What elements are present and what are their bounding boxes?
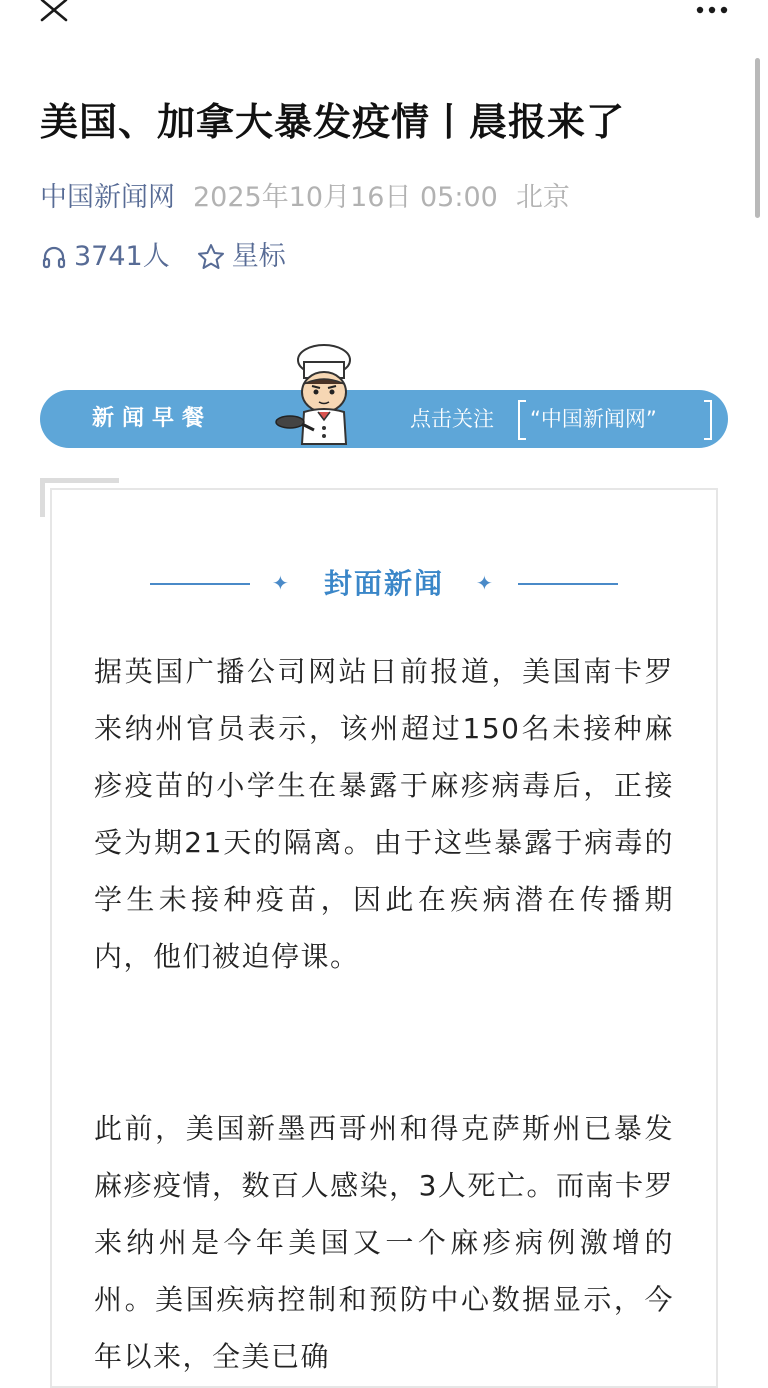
banner-follow-text: 点击关注 [410, 407, 494, 431]
listen-count: 3741人 [74, 241, 170, 272]
article-meta [40, 178, 570, 218]
star-label: 星标 [231, 241, 286, 272]
scrollbar[interactable] [755, 58, 760, 218]
publish-date: 2025年10月16日 05:00 [193, 182, 498, 213]
article-paragraph: 此前，美国新墨西哥州和得克萨斯州已暴发麻疹疫情，数百人感染，3人死亡。而南卡罗来纳州是今年美国又一个麻疹病例激增的州。美国疾病控制和预防中心数据显示，今年以来，全美已确 [94, 1112, 674, 1373]
publish-location: 北京 [515, 182, 570, 213]
divider-right [518, 583, 618, 585]
banner-follow-name: “中国新闻网” [530, 407, 657, 431]
divider-left [150, 583, 250, 585]
article-title: 美国、加拿大暴发疫情丨晨报来了 [40, 100, 626, 144]
close-icon [36, 0, 76, 26]
star-icon [196, 242, 226, 272]
sparkle-icon: ✦ [272, 571, 289, 595]
headphones-icon [40, 243, 68, 271]
top-bar [0, 0, 768, 40]
close-button[interactable] [36, 0, 76, 26]
listen-button[interactable] [40, 237, 170, 277]
more-button[interactable] [690, 0, 738, 22]
banner-title: 新闻早餐 [92, 406, 213, 431]
bracket-right-decoration [704, 400, 712, 440]
sparkle-icon: ✦ [476, 571, 493, 595]
section-header [150, 562, 618, 606]
article-stats [40, 237, 286, 277]
more-dots-icon [690, 0, 738, 22]
follow-banner[interactable] [40, 390, 728, 448]
source-link[interactable]: 中国新闻网 [40, 182, 175, 213]
article-paragraph: 据英国广播公司网站日前报道，美国南卡罗来纳州官员表示，该州超过150名未接种麻疹疫苗的小学生在暴露于麻疹病毒后，正接受为期21天的隔离。由于这些暴露于病毒的学生未接种疫苗，因此在疾病潜在传播期内，他们被迫停课。 [94, 655, 674, 973]
chef-mascot-icon [274, 340, 370, 452]
section-title: 封面新闻 [323, 567, 444, 600]
star-button[interactable] [196, 237, 286, 277]
